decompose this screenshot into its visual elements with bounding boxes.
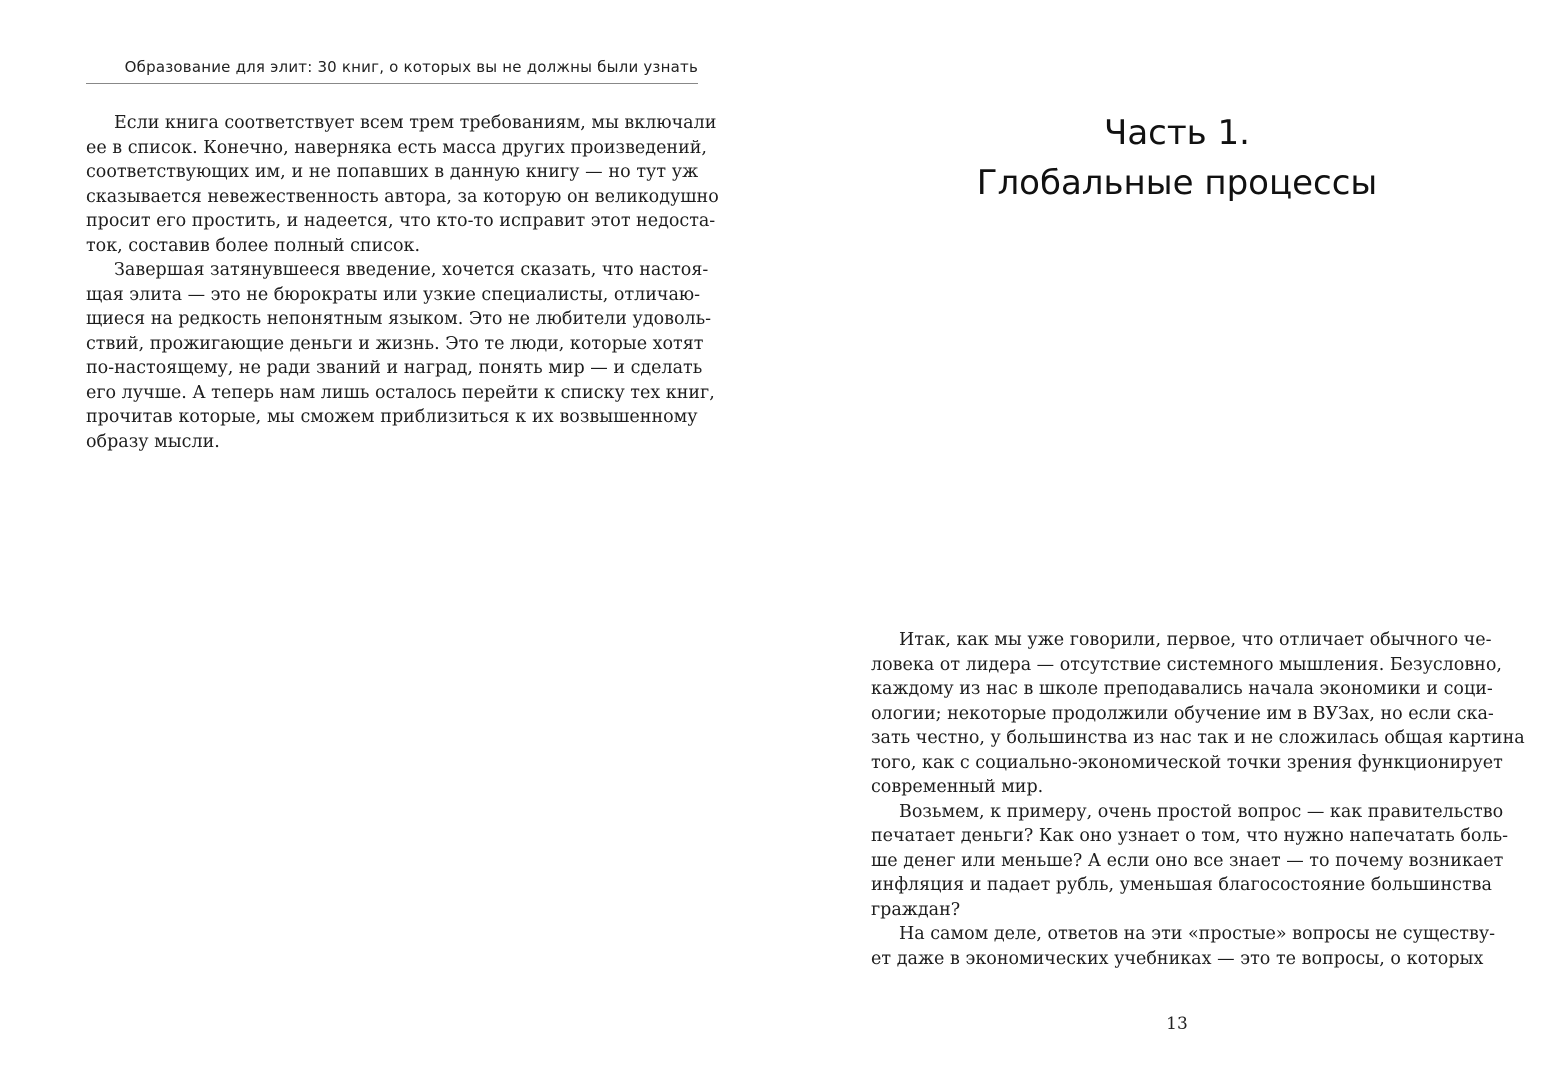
text-line: ет даже в экономических учебниках — это те вопросы, о которых (871, 948, 1484, 969)
running-header: Образование для элит: 30 книг, о которых вы не должны были узнать (124, 58, 698, 76)
text-line: Если книга соответствует всем трем требованиям, мы включали (114, 113, 717, 133)
text-line: ловека от лидера — отсутствие системного мышления. Безусловно, (871, 654, 1502, 675)
text-line: Завершая затянувшееся введение, хочется сказать, что настоя- (114, 260, 709, 280)
text-line: по-настоящему, не ради званий и наград, понять мир — и сделать (86, 358, 703, 378)
text-line: его лучше. А теперь нам лишь осталось перейти к списку тех книг, (86, 382, 715, 403)
right-body-text (871, 628, 1525, 971)
text-line: ее в список. Конечно, наверняка есть масса других произведений, (86, 137, 707, 158)
text-line: ше денег или меньше? А если оно все знает — то почему возникает (871, 850, 1504, 871)
text-line: На самом деле, ответов на эти «простые» вопросы не существу- (899, 924, 1496, 944)
text-line: сказывается невежественность автора, за которую он великодушно (86, 186, 719, 207)
text-line: ток, составив более полный список. (86, 235, 421, 256)
text-line: инфляция и падает рубль, уменьшая благосостояние большинства (871, 875, 1492, 895)
text-line: образу мысли. (86, 431, 220, 452)
text-line: щиеся на редкость непонятным языком. Это не любители удоволь- (86, 309, 712, 329)
part-title-number: Часть 1. (1104, 113, 1250, 153)
text-line: щая элита — это не бюрократы или узкие специалисты, отличаю- (86, 284, 701, 305)
text-line: зать честно, у большинства из нас так и не сложилась общая картина (871, 728, 1525, 748)
text-line: прочитав которые, мы сможем приблизиться к их возвышенному (86, 407, 698, 427)
page-number: 13 (1166, 1014, 1188, 1034)
text-line: ствий, прожигающие деньги и жизнь. Это те люди, которые хотят (86, 333, 704, 354)
text-line: граждан? (871, 899, 961, 920)
text-line: того, как с социально-экономической точки зрения функционирует (871, 752, 1503, 773)
text-line: ологии; некоторые продолжили обучение им в ВУЗах, но если ска- (871, 703, 1494, 724)
text-line: просит его простить, и надеется, что кто-то исправит этот недоста- (86, 211, 716, 231)
text-line: каждому из нас в школе преподавались начала экономики и соци- (871, 679, 1493, 699)
text-line: Возьмем, к примеру, очень простой вопрос — как правительство (899, 801, 1504, 822)
text-line: печатает деньги? Как оно узнает о том, что нужно напечатать боль- (871, 826, 1509, 846)
text-line: соответствующих им, и не попавших в данную книгу — но тут уж (86, 162, 699, 182)
text-line: Итак, как мы уже говорили, первое, что отличает обычного че- (899, 630, 1492, 650)
left-body-text (86, 111, 719, 454)
part-title (871, 108, 1483, 208)
header-rule (86, 83, 698, 84)
text-line: современный мир. (871, 777, 1044, 797)
part-title-name: Глобальные процессы (976, 163, 1378, 203)
